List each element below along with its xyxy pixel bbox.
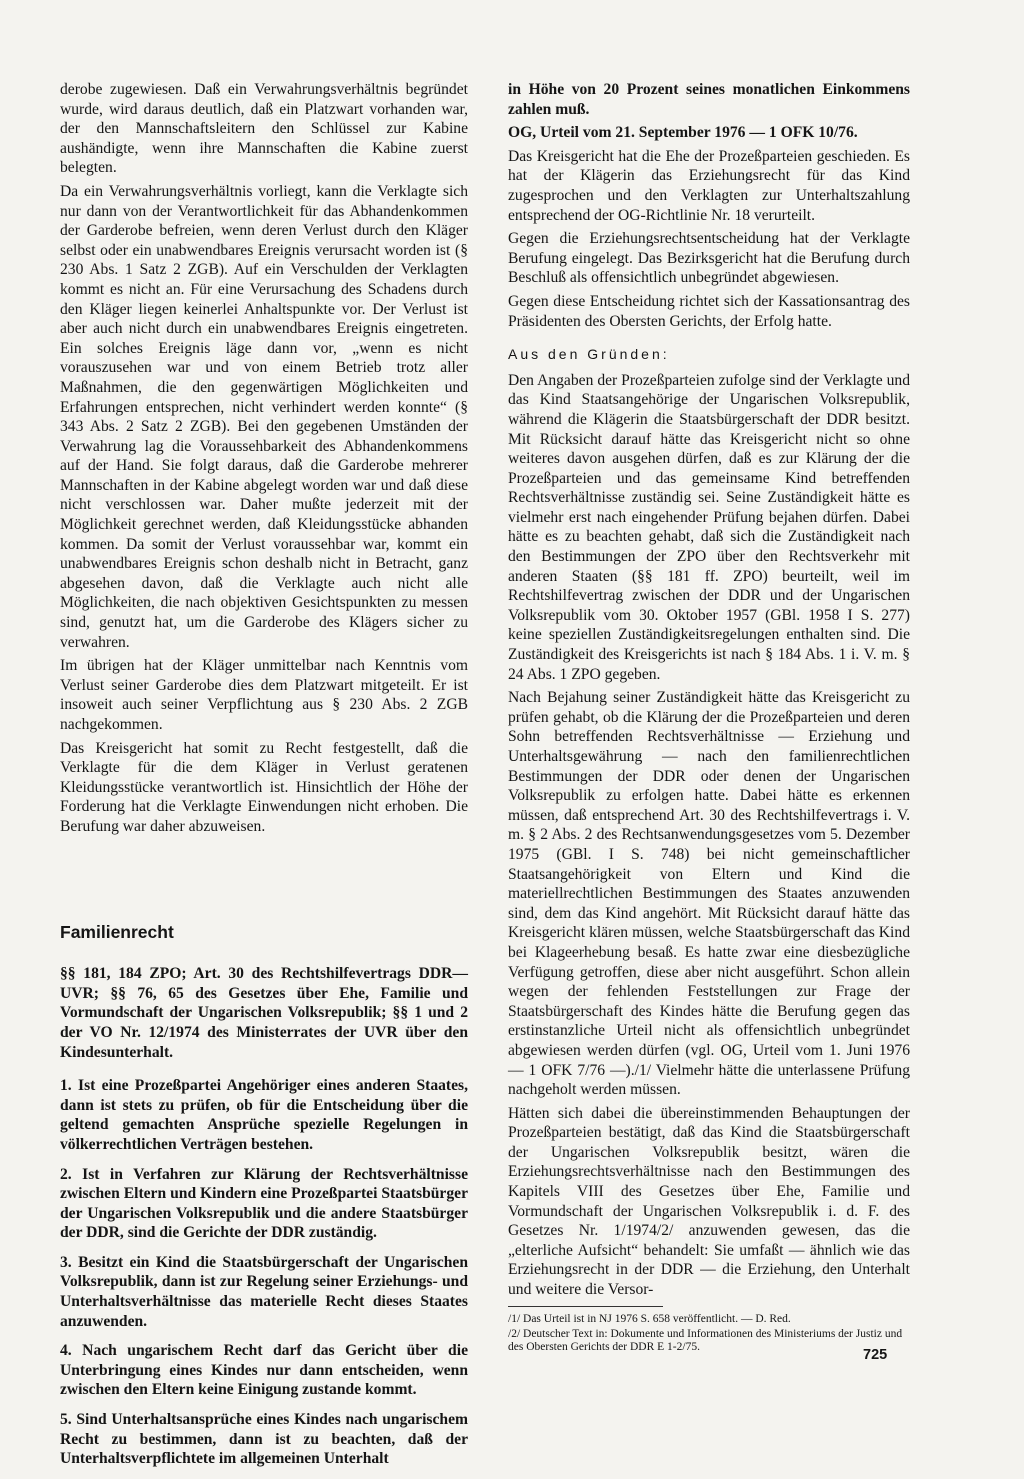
paragraph: Nach Bejahung seiner Zuständigkeit hätte das Kreisgericht zu prüfen gehabt, ob die Klärung der die Prozeßparteien und deren Sohn betreffenden Rechtsverhältnisse — Erziehung und Unterhaltsgewährung — nach den familienrechtlichen Bestimmungen der DDR oder denen der Ungarischen Volksrepublik zu erfolgen hatte. Dabei hätte es erkennen müssen, daß entsprechend Art. 30 des Rechtshilfevertrags i. V. m. § 2 Abs. 2 des Rechtsanwendungsgesetzes vom 5. Dezember 1975 (GBl. I S. 748) bei nicht gemeinschaftlicher Staatsangehörigkeit von Eltern und Kind die materiellrechtlichen Bestimmungen des Staates anzuwenden sind, dem das Kind angehört. Mit Rücksicht darauf hätte das Kreisgericht klären müssen, welche Staatsbürgerschaft das Kind bei Klageerhebung besaß. Es hatte zwar eine diesbezügliche Verfügung getroffen, diese aber nicht ausgeführt. Schon allein wegen der fehlenden Feststellungen zur Frage der Staatsbürgerschaft des Kindes hätte die Berufung gegen das erstinstanzliche Urteil nicht als offensichtlich unbegründet abgewiesen werden dürfen (vgl. OG, Urteil vom 1. Juni 1976 — 1 OFK 7/76 —)./1/ Vielmehr hätte die unterlassene Prüfung nachgeholt werden müssen. bbox=[508, 689, 910, 1099]
paragraph: derobe zugewiesen. Daß ein Verwahrungsverhältnis begründet wurde, wird daraus deutlich, daß ein Platzwart vorhanden war, der den Mannschaftsleitern den Schlüssel zur Kabine aushändigte, wenn ihre Mannschaften die Kabine zuerst belegten. bbox=[60, 81, 468, 177]
section-title: Familienrecht bbox=[60, 921, 174, 942]
left-column bbox=[60, 80, 468, 1479]
paragraph: Da ein Verwahrungsverhältnis vorliegt, kann die Verklagte sich nur dann von der Verantwortlichkeit für das Abhandenkommen der Garderobe befreien, wenn deren Verlust durch den Kläger selbst oder ein unabwendbares Ereignis verursacht worden ist (§ 230 Abs. 1 Satz 2 ZGB). Auf ein Verschulden der Verklagten kommt es nicht an. Für eine Verursachung des Schadens durch den Kläger liegen keinerlei Anhaltspunkte vor. Der Verlust ist aber auch nicht durch ein unabwendbares Ereignis eingetreten. Ein solches Ereignis läge dann vor, „wenn es nicht vorauszusehen war und von einem Betrieb trotz aller Maßnahmen, die den gegenwärtigen Möglichkeiten und Erfahrungen entsprechen, nicht verhindert werden konnte“ (§ 343 Abs. 2 Satz 2 ZGB). Bei den gegebenen Umständen der Verwahrung lag die Voraussehbarkeit des Abhandenkommens auf der Hand. Sie folgt daraus, daß die Garderobe mehrerer Mannschaften in der Kabine abgelegt worden war und daß diese nicht verschlossen war. Daher mußte jederzeit mit der Möglichkeit gerechnet werden, daß Kleidungsstücke abhanden kommen. Da somit der Verlust voraussehbar war, kommt ein unabwendbares Ereignis schon deshalb nicht in Betracht, ganz abgesehen davon, daß die Verklagte auch nicht alle Möglichkeiten, die nach objektiven Gesichtspunkten zu messen sind, genutzt hat, um die Garderobe des Klägers sicher zu verwahren. bbox=[60, 182, 468, 651]
paragraph: Gegen diese Entscheidung richtet sich der Kassationsantrag des Präsidenten des Obersten Gerichts, der Erfolg hatte. bbox=[508, 292, 910, 330]
headnote-4: 4. Nach ungarischem Recht darf das Gericht über die Unterbringung eines Kindes nur dann entscheiden, wenn zwischen den Eltern keine Einigung zustande kommt. bbox=[60, 1342, 468, 1399]
paragraph: Hätten sich dabei die übereinstimmenden Behauptungen der Prozeßparteien bestätigt, daß das Kind die Staatsbürgerschaft der Ungarischen Volksrepublik besitzt, wären die Erziehungsrechtsverhältnisse nach den Bestimmungen des Kapitels VIII des Gesetzes über Ehe, Familie und Vormundschaft der Ungarischen Volksrepublik i. d. F. des Gesetzes Nr. 1/1974/2/ anzuwenden gewesen, das die „elterliche Aufsicht“ behandelt: Sie umfaßt — ähnlich wie das Erziehungsrecht in der DDR — die Erziehung, den Unterhalt und weitere die Versor- bbox=[508, 1104, 910, 1299]
legal-reference: §§ 181, 184 ZPO; Art. 30 des Rechtshilfevertrags DDR—UVR; §§ 76, 65 des Gesetzes über Ehe, Familie und Vormundschaft der Ungarischen Volksrepublik; §§ 1 und 2 der VO Nr. 12/1974 des Ministerrates der UVR über den Kindesunterhalt. bbox=[60, 965, 468, 1061]
case-citation: OG, Urteil vom 21. September 1976 — 1 OFK 10/76. bbox=[508, 124, 858, 142]
paragraph: Das Kreisgericht hat die Ehe der Prozeßparteien geschieden. Es hat der Klägerin das Erziehungsrecht für das Kind zugesprochen und den Verklagten zur Unterhaltszahlung entsprechend der OG-Richtlinie Nr. 18 verurteilt. bbox=[508, 147, 910, 224]
paragraph: Den Angaben der Prozeßparteien zufolge sind der Verklagte und das Kind Staatsangehörige der Ungarischen Volksrepublik, während die Klägerin die Staatsbürgerschaft der DDR besitzt. Mit Rücksicht darauf hätte das Kreisgericht nicht so ohne weiteres davon ausgehen dürfen, daß es zur Klärung der die Prozeßparteien und das gemeinsame Kind betreffenden Rechtsverhältnisse zuständig sei. Seine Zuständigkeit hätte es vielmehr erst nach eingehender Prüfung bejahen dürfen. Dabei hätte es zu beachten gehabt, daß sich die Zuständigkeit nach den Bestimmungen der ZPO über den Rechtsverkehr mit anderen Staaten (§§ 181 ff. ZPO) beurteilt, weil im Rechtshilfevertrag zwischen der DDR und der Ungarischen Volksrepublik vom 30. Oktober 1957 (GBl. 1958 I S. 277) keine speziellen Zuständigkeitsregelungen enthalten sind. Die Zuständigkeit des Kreisgerichts ist nach § 184 Abs. 1 i. V. m. § 24 Abs. 1 ZPO gegeben. bbox=[508, 371, 910, 683]
headnote-5: 5. Sind Unterhaltsansprüche eines Kindes nach ungarischem Recht zu bestimmen, dann ist zu beachten, daß der Unterhaltsverpflichtete im allgemeinen Unterhalt bbox=[60, 1411, 468, 1468]
right-column bbox=[508, 80, 910, 1356]
headnote-1: 1. Ist eine Prozeßpartei Angehöriger eines anderen Staates, dann ist stets zu prüfen, ob für die Entscheidung über die geltend gemachten Ansprüche spezielle Regelungen in völkerrechtlichen Verträgen bestehen. bbox=[60, 1077, 468, 1153]
footnote-1: /1/ Das Urteil ist in NJ 1976 S. 658 veröffentlicht. — D. Red. bbox=[508, 1312, 791, 1325]
headnote-continuation: in Höhe von 20 Prozent seines monatlichen Einkommens zahlen muß. bbox=[508, 81, 910, 118]
paragraph: Gegen die Erziehungsrechtsentscheidung hat der Verklagte Berufung eingelegt. Das Bezirksgericht hat die Berufung durch Beschluß als offensichtlich unbegründet abgewiesen. bbox=[508, 230, 910, 287]
paragraph: Im übrigen hat der Kläger unmittelbar nach Kenntnis vom Verlust seiner Garderobe dies dem Platzwart mitgeteilt. Er ist insoweit auch seiner Verpflichtung aus § 230 Abs. 2 ZGB nachgekommen. bbox=[60, 657, 468, 733]
paragraph: Das Kreisgericht hat somit zu Recht festgestellt, daß die Verklagte für die dem Kläger in Verlust geratenen Kleidungsstücke verantwortlich ist. Hinsichtlich der Höhe der Forderung hat die Verklagte Einwendungen nicht erhoben. Die Berufung war daher abzuweisen. bbox=[60, 739, 468, 835]
reasons-heading: Aus den Gründen: bbox=[508, 346, 670, 363]
headnote-2: 2. Ist in Verfahren zur Klärung der Rechtsverhältnisse zwischen Eltern und Kindern eine Prozeßpartei Staatsbürger der Ungarischen Volksrepublik und die andere Staatsbürger der DDR, sind die Gerichte der DDR zuständig. bbox=[60, 1165, 468, 1242]
headnote-3: 3. Besitzt ein Kind die Staatsbürgerschaft der Ungarischen Volksrepublik, dann ist zur Regelung seiner Erziehungs- und Unterhaltsverhältnisse das materielle Recht dieses Staates anzuwenden. bbox=[60, 1253, 468, 1330]
footnote-divider bbox=[508, 1306, 663, 1307]
footnote-2: /2/ Deutscher Text in: Dokumente und Informationen des Ministeriums der Justiz und des Obersten Gerichts der DDR E 1-2/75. bbox=[508, 1327, 903, 1353]
page-number: 725 bbox=[863, 1347, 888, 1363]
